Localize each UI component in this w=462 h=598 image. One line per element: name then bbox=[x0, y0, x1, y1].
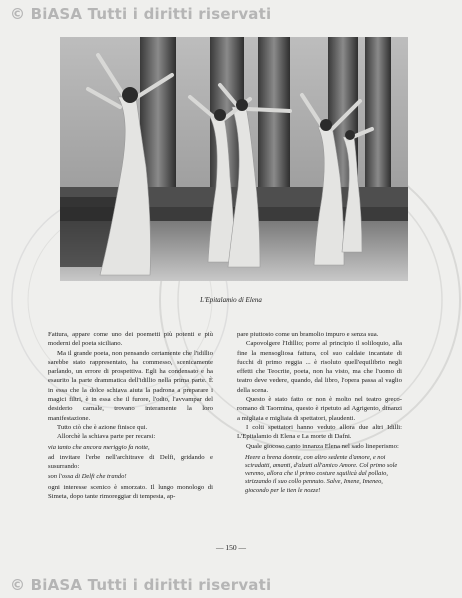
watermark-bottom: © BiASA Tutti i diritti riservati bbox=[10, 576, 272, 594]
page-number: — 150 — bbox=[216, 543, 246, 552]
dancers-photo bbox=[60, 37, 408, 281]
paragraph: Ma il grande poeta, non pensando certamente che l'idillio sarebbe stato rappresentato, ha commesso, scenicamente parlando, un errore di prospettiva. Egli ha condensato e ha esaurito la parte drammatica dell'idillio nella prima parte. È in essa che la dolce schiava aiuta la padrona a preparare i magici filtri, è in essa che il furore, l'odio, l'avvampar del desiderio carnale, trovano interamente la loro manifestazione. bbox=[48, 349, 213, 422]
verse-block: Heere a hrena donnte, con altro sedente d'amore, e noi sciradatti, amanti, d'alzati all'amico Amore. Col primo sole veremo, allora che il primo costure squilicà dal pollaio, strizzando il suo collo pennuto. Salve, Imene, Imeneo, giocondo per le tien le nozze! bbox=[245, 453, 398, 494]
photo-caption: L'Epitalamio di Elena bbox=[200, 296, 262, 304]
paragraph: Tutto ciò che è azione finisce qui. bbox=[57, 423, 148, 431]
watermark-top: © BiASA Tutti i diritti riservati bbox=[10, 5, 272, 23]
text-column-left bbox=[48, 330, 213, 501]
paragraph: Fattura, appare come uno dei poemetti più potenti e più moderni del poeta siciliano. bbox=[48, 331, 213, 348]
paragraph: I colti spettatori hanno veduto allora due altri Idilli: L'Epitalamio di Elena e La morte di Dafni. bbox=[237, 423, 402, 441]
paragraph: pare piuttosto come un bramolio impuro e senza sua. bbox=[237, 331, 379, 338]
paragraph: ogni interesse scenico è smorzato. Il lungo monologo di Simeta, dopo tante rimoreggiar di tempesta, ap- bbox=[48, 483, 213, 501]
text-column-right bbox=[237, 330, 402, 495]
paragraph: Questo è stato fatto or non è molto nel teatro greco-romano di Taormina, questo è ripetuto ad Agrigento, dinanzi a migliaia e migliaia di spettatori, plaudenti. bbox=[237, 396, 402, 422]
verse-quote: son l'ossa di Delfi che trando! bbox=[48, 473, 127, 481]
paragraph: ad invitare l'erbe nell'architrave di Delfi, gridando e susurrando: bbox=[48, 453, 213, 471]
verse-quote: via tanto che ancora meriggio fa notte, bbox=[48, 443, 150, 451]
paragraph: Capovolgere l'Idillio; porre al principio il soliloquio, alla fine la mensogliosa fattura, col suo caldaie incantate di fucchi di primo reggia ... è risoluto quell'equilibrio negli effetti che Teocrite, poeta, non ha visto, ma che l'uomo di teatro deve vedere, quando, dal libro, l'opera passa al vaglio della scena. bbox=[237, 340, 402, 394]
paragraph: Quale giocoso canto innanza Elena nel sado lineperismo: bbox=[246, 442, 399, 450]
paragraph: Allorchè la schiava parte per recarsi: bbox=[57, 433, 156, 441]
